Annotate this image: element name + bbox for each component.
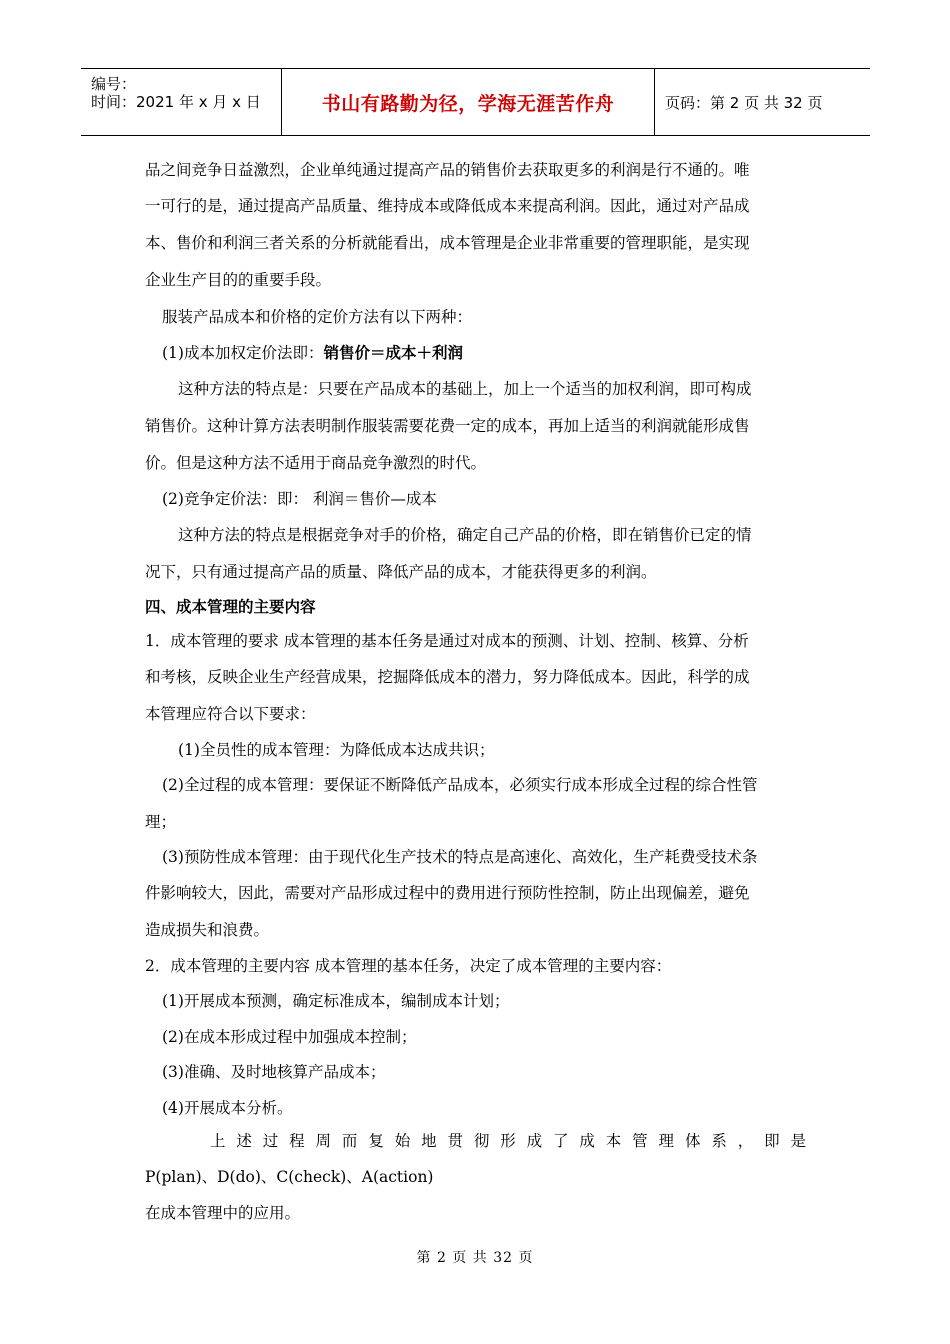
list-item: (2)全过程的成本管理：要保证不断降低产品成本，必须实行成本形成全过程的综合性管 — [162, 776, 758, 794]
paragraph-line: 服装产品成本和价格的定价方法有以下两种： — [162, 308, 473, 326]
paragraph-line: 本、售价和利润三者关系的分析就能看出，成本管理是企业非常重要的管理职能，是实现 — [145, 234, 750, 252]
section-heading: 四、成本管理的主要内容 — [145, 597, 316, 616]
page-footer: 第 2 页 共 32 页 — [416, 1250, 534, 1266]
paragraph-line: 在成本管理中的应用。 — [145, 1204, 301, 1222]
paragraph-line: 本管理应符合以下要求： — [145, 705, 316, 723]
paragraph-line: 和考核，反映企业生产经营成果，挖掘降低成本的潜力，努力降低成本。因此，科学的成 — [145, 668, 750, 686]
header-meta-cell — [81, 69, 281, 135]
paragraph-line: 企业生产目的的重要手段。 — [145, 271, 332, 289]
pricing-method-1-formula: 销售价＝成本＋利润 — [323, 343, 463, 362]
pricing-method-2: (2)竞争定价法：即： 利润＝售价—成本 — [162, 490, 437, 508]
header-motto-cell — [281, 69, 655, 135]
paragraph-line: 销售价。这种计算方法表明制作服装需要花费一定的成本，再加上适当的利润就能形成售 — [145, 417, 750, 435]
pricing-method-1 — [162, 343, 463, 363]
pricing-method-1-label: (1)成本加权定价法即： — [162, 344, 324, 362]
header-motto: 书山有路勤为径，学海无涯苦作舟 — [321, 92, 615, 115]
header-page-cell — [655, 69, 870, 135]
paragraph-line: 况下，只有通过提高产品的质量、降低产品的成本，才能获得更多的利润。 — [145, 563, 657, 581]
paragraph-line: 件影响较大，因此，需要对产品形成过程中的费用进行预防性控制，防止出现偏差，避免 — [145, 884, 750, 902]
document-header — [81, 68, 870, 136]
paragraph-line: 这种方法的特点是：只要在产品成本的基础上，加上一个适当的加权利润，即可构成 — [178, 380, 752, 398]
paragraph-line: 1．成本管理的要求 成本管理的基本任务是通过对成本的预测、计划、控制、核算、分析 — [145, 632, 749, 650]
paragraph-line: P(plan)、D(do)、C(check)、A(action) — [145, 1168, 434, 1186]
list-item: (1)全员性的成本管理：为降低成本达成共识； — [178, 741, 495, 759]
list-item: (4)开展成本分析。 — [162, 1099, 293, 1117]
paragraph-line: 理； — [145, 813, 177, 831]
document-number-label: 编号： — [91, 75, 137, 93]
paragraph-line: 价。但是这种方法不适用于商品竞争激烈的时代。 — [145, 454, 487, 472]
document-date-label: 时间：2021 年 x 月 x 日 — [91, 93, 261, 111]
list-item: (1)开展成本预测，确定标准成本，编制成本计划； — [162, 992, 510, 1010]
paragraph-line: 这种方法的特点是根据竞争对手的价格，确定自己产品的价格，即在销售价已定的情 — [178, 526, 752, 544]
paragraph-line: 2．成本管理的主要内容 成本管理的基本任务，决定了成本管理的主要内容： — [145, 957, 672, 975]
paragraph-line: 品之间竞争日益激烈，企业单纯通过提高产品的销售价去获取更多的利润是行不通的。唯 — [145, 161, 750, 179]
header-page-code: 页码：第 2 页 共 32 页 — [665, 93, 823, 112]
paragraph-line: 一可行的是，通过提高产品质量、维持成本或降低成本来提高利润。因此，通过对产品成 — [145, 197, 750, 215]
list-item: (3)预防性成本管理：由于现代化生产技术的特点是高速化、高效化，生产耗费受技术条 — [162, 848, 758, 866]
list-item: (3)准确、及时地核算产品成本； — [162, 1063, 386, 1081]
paragraph-line: 造成损失和浪费。 — [145, 921, 270, 939]
list-item: (2)在成本形成过程中加强成本控制； — [162, 1028, 417, 1046]
paragraph-line: 上述过程周而复始地贯彻形成了成本管理体系，即是 — [210, 1132, 806, 1150]
